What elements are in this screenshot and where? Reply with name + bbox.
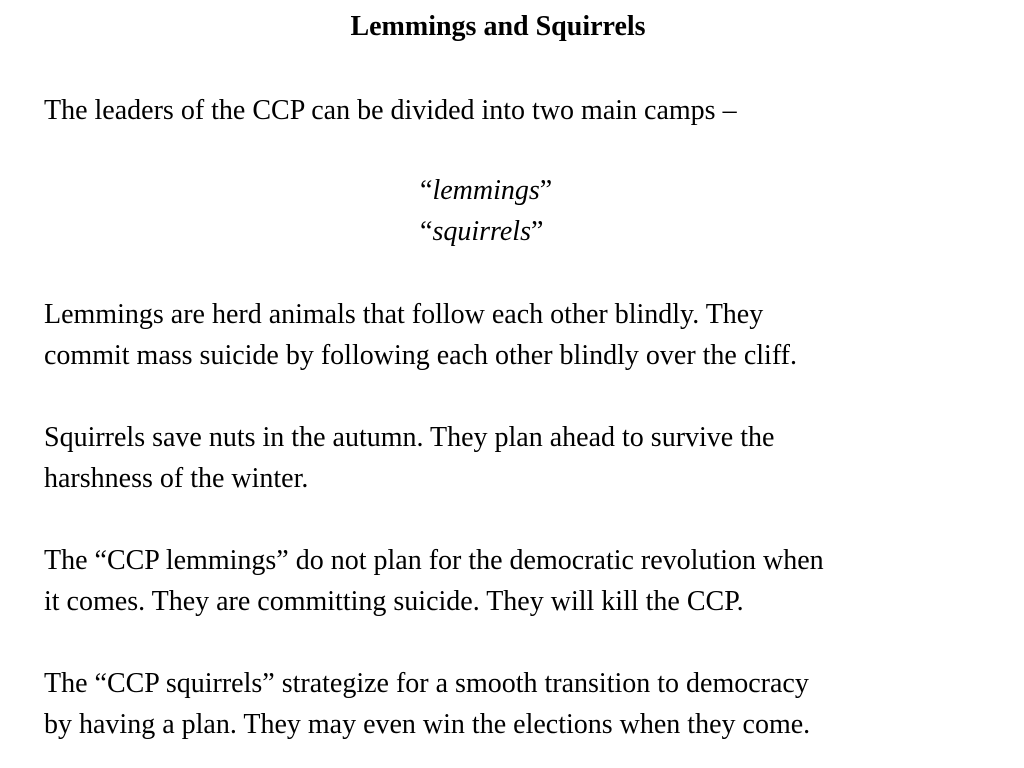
- paragraph-squirrels: [44, 417, 1014, 499]
- paragraph-line: harshness of the winter.: [44, 463, 309, 494]
- camp-lemmings: [420, 170, 552, 211]
- paragraph-line: commit mass suicide by following each other blindly over the cliff.: [44, 340, 797, 371]
- paragraph-lemmings: [44, 294, 1014, 376]
- close-quote: ”: [539, 175, 553, 206]
- intro-line: The leaders of the CCP can be divided into two main camps –: [44, 95, 737, 126]
- paragraph-line: Squirrels save nuts in the autumn. They plan ahead to survive the: [44, 422, 775, 453]
- paragraph-line: The “CCP squirrels” strategize for a smooth transition to democracy: [44, 668, 809, 699]
- open-quote: “: [420, 216, 433, 247]
- intro-paragraph: [44, 90, 1014, 131]
- paragraph-ccp-squirrels: [44, 663, 1014, 745]
- paragraph-line: by having a plan. They may even win the elections when they come.: [44, 709, 811, 740]
- paragraph-line: Lemmings are herd animals that follow each other blindly. They: [44, 299, 764, 330]
- paragraph-line: it comes. They are committing suicide. They will kill the CCP.: [44, 586, 744, 617]
- close-quote: ”: [530, 216, 544, 247]
- camp-name: squirrels: [432, 216, 531, 247]
- open-quote: “: [420, 175, 433, 206]
- page-title: Lemmings and Squirrels: [350, 11, 646, 42]
- paragraph-ccp-lemmings: [44, 540, 1014, 622]
- camp-squirrels: [420, 211, 543, 252]
- camp-name: lemmings: [432, 175, 540, 206]
- paragraph-line: The “CCP lemmings” do not plan for the democratic revolution when: [44, 545, 824, 576]
